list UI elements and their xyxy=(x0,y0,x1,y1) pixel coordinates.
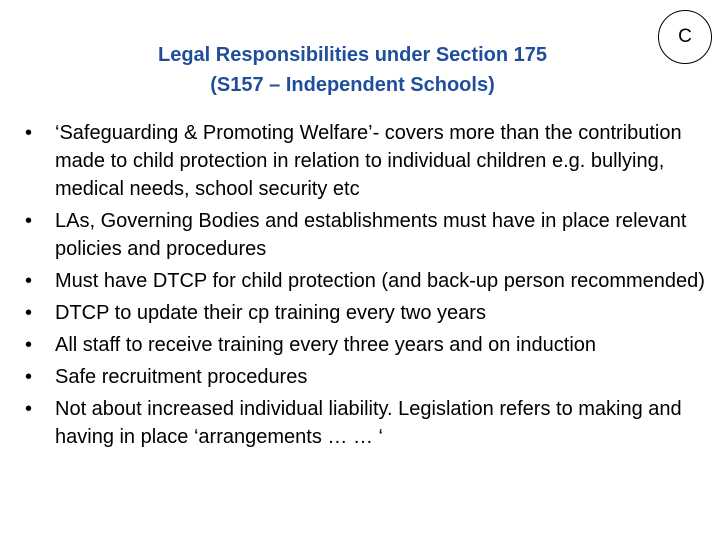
bullet-text: All staff to receive training every three years and on induction xyxy=(55,334,597,356)
bullet-item xyxy=(25,119,715,203)
slide-title-line-1: Legal Responsibilities under Section 175 xyxy=(158,44,547,66)
bullet-text: Safe recruitment procedures xyxy=(55,366,308,388)
bullet-text: ‘Safeguarding & Promoting Welfare’- covers more than the contribution made to child protection in relation to individual children e.g. bullying, medical needs, school security etc xyxy=(55,122,682,200)
bullet-item xyxy=(25,395,715,451)
bullet-text: Not about increased individual liability. Legislation refers to making and having in place ‘arrangements … … ‘ xyxy=(55,398,682,448)
bullet-text: Must have DTCP for child protection (and back-up person recommended) xyxy=(55,270,705,292)
bullet-list xyxy=(25,119,715,455)
bullet-dot-icon: • xyxy=(25,210,33,232)
slide-title xyxy=(60,40,645,100)
bullet-text: LAs, Governing Bodies and establishments must have in place relevant policies and procedures xyxy=(55,210,687,260)
slide-title-line-2: (S157 – Independent Schools) xyxy=(210,74,495,96)
bullet-dot-icon: • xyxy=(25,334,33,356)
bullet-dot-icon: • xyxy=(25,302,33,324)
bullet-dot-icon: • xyxy=(25,366,33,388)
bullet-item xyxy=(25,299,715,327)
bullet-item xyxy=(25,207,715,263)
bullet-dot-icon: • xyxy=(25,122,33,144)
bullet-item xyxy=(25,267,715,295)
bullet-item xyxy=(25,363,715,391)
bullet-text: DTCP to update their cp training every two years xyxy=(55,302,486,324)
bullet-dot-icon: • xyxy=(25,398,33,420)
slide-badge: C xyxy=(658,10,712,64)
bullet-item xyxy=(25,331,715,359)
bullet-dot-icon: • xyxy=(25,270,33,292)
